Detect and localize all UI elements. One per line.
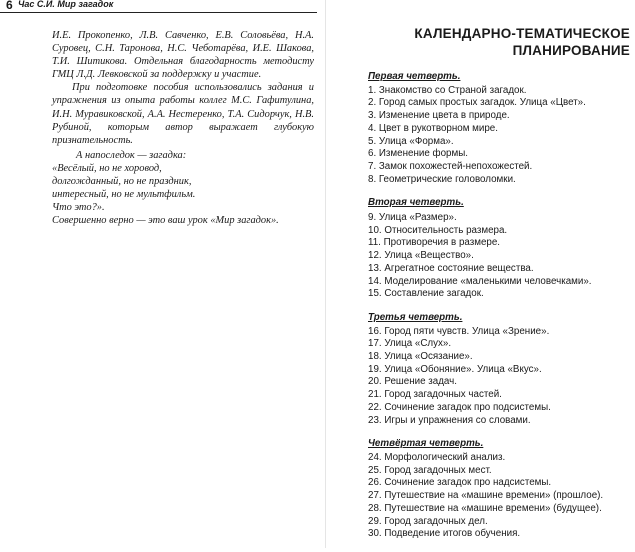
- left-page-text: [52, 29, 314, 227]
- lesson-item: 1. Знакомство со Страной загадок.: [368, 84, 527, 96]
- lesson-item: 8. Геометрические головоломки.: [368, 173, 516, 185]
- quarter-title: Четвёртая четверть.: [368, 438, 484, 450]
- riddle-block: [52, 149, 314, 228]
- lesson-item: 22. Сочинение загадок про подсистемы.: [368, 401, 551, 413]
- page-title: [390, 25, 630, 59]
- lesson-item: 3. Изменение цвета в природе.: [368, 110, 510, 122]
- lesson-item: 15. Составление загадок.: [368, 288, 484, 300]
- riddle-answer: Совершенно верно — это ваш урок «Мир загадок».: [52, 215, 279, 227]
- lesson-item: 25. Город загадочных мест.: [368, 464, 492, 476]
- lesson-item: 29. Город загадочных дел.: [368, 515, 488, 527]
- lesson-item: 12. Улица «Вещество».: [368, 250, 474, 262]
- lesson-item: 7. Замок похожестей-непохожестей.: [368, 160, 533, 172]
- lesson-item: 19. Улица «Обоняние». Улица «Вкус».: [368, 363, 542, 375]
- prep-paragraph: При подготовке пособия использовались задания и упражнения из опыта работы коллег М.С. Гафитулина, И.Н. Муравиковской, А.А. Нестеренко, Т.А. Сидорчук, Н.В. Рубиной, которым автор выражает глубокую признательность.: [52, 82, 314, 146]
- lesson-item: 28. Путешествие на «машине времени» (будущее).: [368, 502, 602, 514]
- lesson-item: 9. Улица «Размер».: [368, 212, 457, 224]
- lesson-item: 30. Подведение итогов обучения.: [368, 528, 521, 540]
- quarter-section: [368, 71, 630, 186]
- lesson-item: 4. Цвет в рукотворном мире.: [368, 122, 498, 134]
- riddle-intro: А напоследок — загадка:: [76, 149, 187, 161]
- lesson-item: 21. Город загадочных частей.: [368, 389, 502, 401]
- schedule-list: [368, 71, 630, 552]
- lesson-item: 2. Город самых простых загадок. Улица «Цвет».: [368, 97, 586, 109]
- lesson-item: 27. Путешествие на «машине времени» (прошлое).: [368, 490, 604, 502]
- title-line: ПЛАНИРОВАНИЕ: [512, 43, 630, 58]
- riddle-line: долгожданный, но не праздник,: [52, 176, 192, 188]
- thanks-paragraph: И.Е. Прокопенко, Л.В. Савченко, Е.В. Соловьёва, Н.А. Суровец, С.Н. Таронова, Н.С. Чеботарёва, И.Е. Шакова, Т.И. Шитикова. Отдельная благодарность методисту ГМЦ Л.Д. Левковской за поддержку и участие.: [52, 30, 314, 81]
- lesson-item: 24. Морфологический анализ.: [368, 451, 506, 463]
- page-gutter: [325, 0, 326, 548]
- lesson-item: 13. Агрегатное состояние вещества.: [368, 262, 534, 274]
- riddle-line: Что это?».: [52, 202, 105, 214]
- running-header: [0, 0, 317, 13]
- running-title: Час С.И. Мир загадок: [18, 0, 114, 9]
- lesson-item: 5. Улица «Форма».: [368, 135, 454, 147]
- lesson-item: 20. Решение задач.: [368, 376, 457, 388]
- title-line: КАЛЕНДАРНО-ТЕМАТИЧЕСКОЕ: [414, 26, 630, 41]
- lesson-item: 14. Моделирование «маленькими человечками».: [368, 275, 592, 287]
- riddle-line: интересный, но не мультфильм.: [52, 189, 196, 201]
- lesson-item: 18. Улица «Осязание».: [368, 351, 473, 363]
- lesson-item: 16. Город пяти чувств. Улица «Зрение».: [368, 325, 550, 337]
- lesson-item: 6. Изменение формы.: [368, 148, 468, 160]
- quarter-section: [368, 197, 630, 301]
- lesson-item: 26. Сочинение загадок про надсистемы.: [368, 477, 552, 489]
- quarter-title: Первая четверть.: [368, 71, 461, 82]
- quarter-title: Третья четверть.: [368, 311, 463, 323]
- lesson-item: 23. Игры и упражнения со словами.: [368, 414, 531, 426]
- quarter-section: [368, 438, 630, 541]
- quarter-title: Вторая четверть.: [368, 197, 464, 209]
- riddle-line: «Весёлый, но не хоровод,: [52, 162, 162, 174]
- lesson-item: 10. Относительность размера.: [368, 224, 508, 236]
- page-number: 6: [6, 0, 13, 12]
- lesson-item: 17. Улица «Слух».: [368, 338, 452, 350]
- lesson-item: 11. Противоречия в размере.: [368, 237, 501, 249]
- quarter-section: [368, 312, 630, 427]
